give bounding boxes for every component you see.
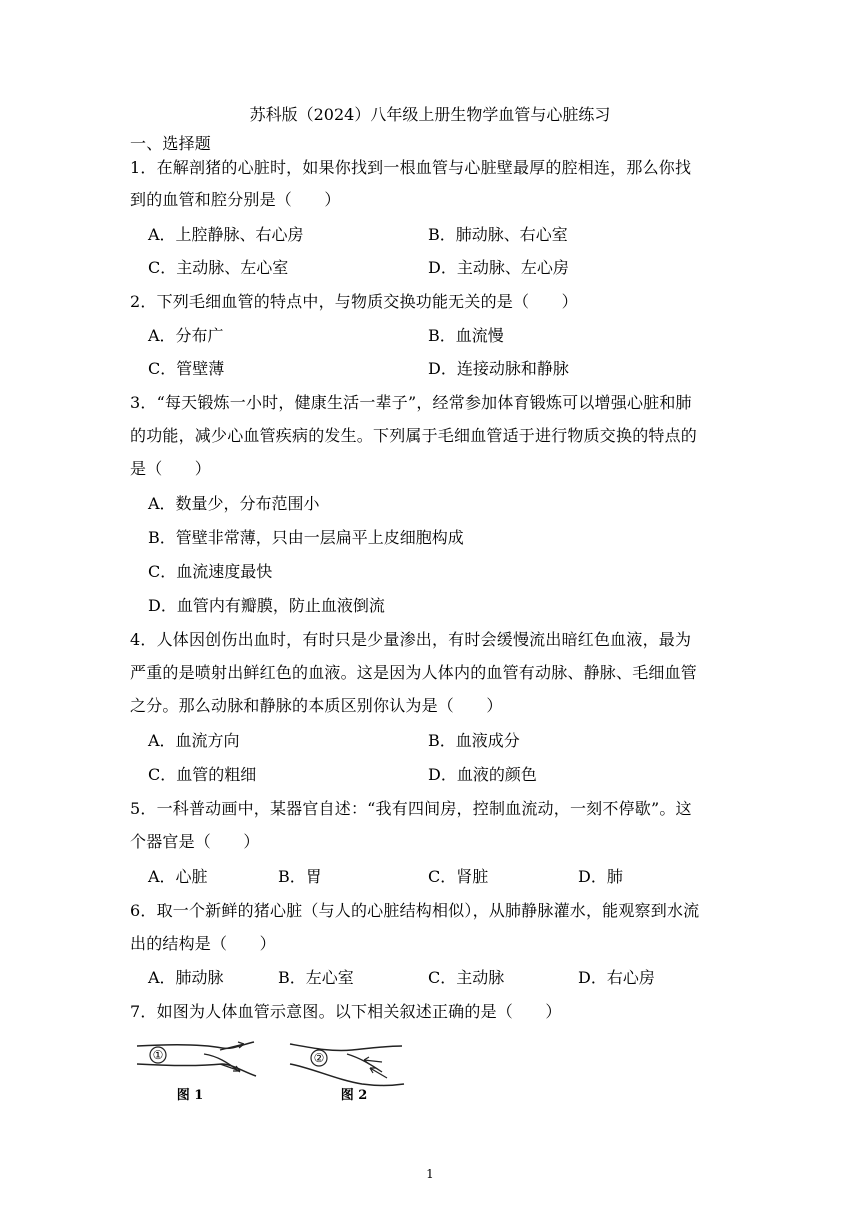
question-7-line-1: 7．如图为人体血管示意图。以下相关叙述正确的是（ ） [130,1002,562,1021]
question-4-line-2: 严重的是喷射出鲜红色的血液。这是因为人体内的血管有动脉、静脉、毛细血管 [130,663,698,682]
q4-option-d: D．血液的颜色 [428,765,537,784]
q1-option-d: D．主动脉、左心房 [428,258,569,277]
q5-option-b: B．胃 [278,867,322,886]
question-3-line-2: 的功能，减少心血管疾病的发生。下列属于毛细血管适于进行物质交换的特点的 [130,426,698,445]
document-title: 苏科版（2024）八年级上册生物学血管与心脏练习 [249,105,611,124]
question-3-line-3: 是（ ） [130,459,212,478]
question-1-line-2: 到的血管和腔分别是（ ） [130,190,341,209]
vessel-diagram-1 [137,1042,256,1103]
question-5-line-2: 个器官是（ ） [130,832,260,851]
blood-vessel-figure [132,1034,422,1114]
q3-option-c: C．血流速度最快 [148,562,273,581]
question-5-line-1: 5．一科普动画中，某器官自述：“我有四间房，控制血流动，一刻不停歇”。这 [130,799,692,818]
vessel-diagram-2 [290,1044,404,1103]
q3-option-a: A．数量少，分布范围小 [148,494,320,513]
q5-option-c: C．肾脏 [428,867,489,886]
question-4-line-3: 之分。那么动脉和静脉的本质区别你认为是（ ） [130,696,503,715]
q6-option-c: C．主动脉 [428,968,505,987]
question-1-line-1: 1．在解剖猪的心脏时，如果你找到一根血管与心脏壁最厚的腔相连，那么你找 [130,158,692,177]
q1-option-b: B．肺动脉、右心室 [428,225,568,244]
question-2-line-1: 2．下列毛细血管的特点中，与物质交换功能无关的是（ ） [130,292,578,311]
question-6-line-2: 出的结构是（ ） [130,934,276,953]
q2-option-d: D．连接动脉和静脉 [428,359,569,378]
figure-1-marker: ① [152,1048,164,1062]
figure-2-marker: ② [313,1051,325,1065]
q1-option-a: A．上腔静脉、右心房 [148,225,304,244]
q2-option-b: B．血流慢 [428,326,504,345]
q6-option-b: B．左心室 [278,968,354,987]
q3-option-b: B．管壁非常薄，只由一层扁平上皮细胞构成 [148,528,464,547]
q4-option-c: C．血管的粗细 [148,765,257,784]
q5-option-a: A．心脏 [148,867,208,886]
q5-option-d: D．肺 [578,867,623,886]
q4-option-a: A．血流方向 [148,731,240,750]
q2-option-a: A．分布广 [148,326,224,345]
figure-1-label: 图 1 [176,1088,204,1103]
q4-option-b: B．血液成分 [428,731,520,750]
question-6-line-1: 6．取一个新鲜的猪心脏（与人的心脏结构相似），从肺静脉灌水，能观察到水流 [130,901,700,920]
question-4-line-1: 4．人体因创伤出血时，有时只是少量渗出，有时会缓慢流出暗红色血液，最为 [130,630,692,649]
page-number: 1 [426,1167,434,1181]
q3-option-d: D．血管内有瓣膜，防止血液倒流 [148,596,385,615]
question-3-line-1: 3．“每天锻炼一小时，健康生活一辈子”，经常参加体育锻炼可以增强心脏和肺 [130,393,692,412]
figure-2-label: 图 2 [340,1088,368,1103]
q1-option-c: C．主动脉、左心室 [148,258,289,277]
q6-option-d: D．右心房 [578,968,655,987]
section-heading: 一、选择题 [130,134,212,153]
q6-option-a: A．肺动脉 [148,968,224,987]
q2-option-c: C．管壁薄 [148,359,225,378]
